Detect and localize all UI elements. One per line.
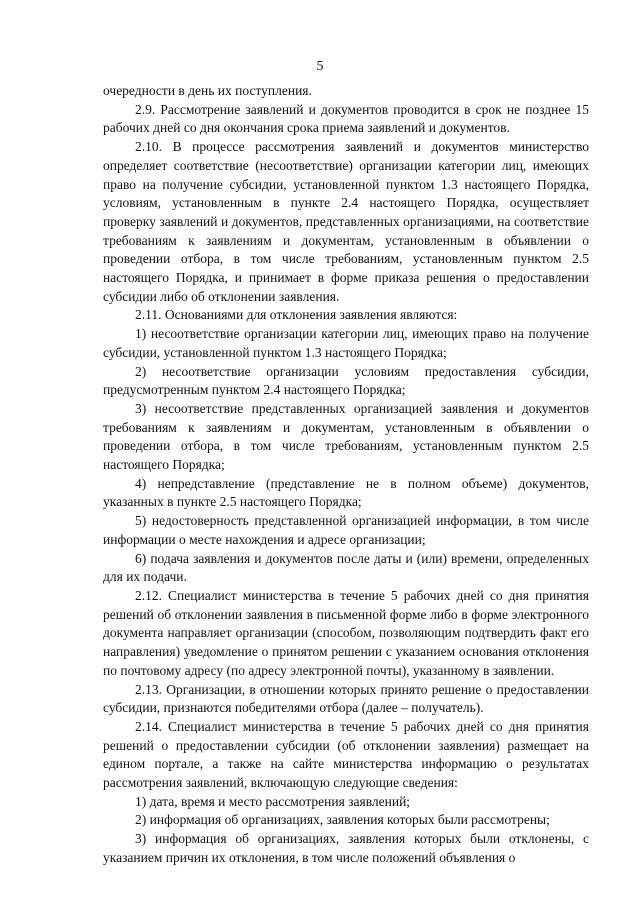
list-item: 2) несоответствие организации условиям предоставления субсидии, предусмотренным пунктом 2.4 настоящего Порядка; (103, 363, 589, 398)
body-text (103, 82, 589, 868)
paragraph: 2.11. Основаниями для отклонения заявления являются: (135, 307, 458, 323)
list-item: 1) несоответствие организации категории лиц, имеющих право на получение субсидии, установленной пунктом 1.3 настоящего Порядка; (103, 326, 589, 360)
list-item: 5) недостоверность представленной организацией информации, в том числе информации о месте нахождения и адресе организации; (103, 513, 589, 547)
list-item: 3) информация об организациях, заявления которых были отклонены, с указанием причин их отклонения, в том числе положений объявления о (103, 831, 589, 865)
paragraph: 2.13. Организации, в отношении которых принято решение о предоставлении субсидии, признаются победителями отбора (далее – получатель). (103, 681, 589, 716)
paragraph: 2.9. Рассмотрение заявлений и документов проводится в срок не позднее 15 рабочих дней со дня окончания срока приема заявлений и документов. (103, 101, 589, 136)
list-item: 3) несоответствие представленных организацией заявления и документов требованиям к заявлениям и документам, установленным в объявлении о проведении отбора, в том числе требованиям, установленным пунктом 2.5 настоящего Порядка; (103, 400, 589, 473)
paragraph: 2.10. В процессе рассмотрения заявлений и документов министерство определяет соответствие (несоответствие) организации категории лиц, имеющих право на получение субсидии, установленной пунктом 1.3 настоящего Порядка, условиям, установленным в пункте 2.4 настоящего Порядка, осуществляет проверку заявлений и документов, представленных организациями, на соответствие требованиям к заявлениям и документам, установленным в объявлении о проведении отбора, в том числе требованиям, установленным пунктом 2.5 настоящего Порядка, и принимает в форме приказа решения о предоставлении субсидии либо об отклонении заявления. (103, 139, 589, 304)
page-number: 5 (316, 59, 324, 74)
paragraph: 2.12. Специалист министерства в течение 5 рабочих дней со дня принятия решений об отклонении заявления в письменной форме либо в форме электронного документа направляет организации (способом, позволяющим подтвердить факт его направления) уведомление о принятом решении с указанием основания отклонения по почтовому адресу (по адресу электронной почты), указанному в заявлении. (103, 587, 589, 678)
paragraph: 2.14. Специалист министерства в течение 5 рабочих дней со дня принятия решений о предоставлении субсидии (об отклонении заявления) размещает на едином портале, а также на сайте министерства информацию о результатах рассмотрения заявлений, включающую следующие сведения: (103, 718, 589, 791)
list-item: 1) дата, время и место рассмотрения заявлений; (135, 793, 411, 809)
list-item: 6) подача заявления и документов после даты и (или) времени, определенных для их подачи. (103, 550, 589, 585)
list-item: 4) непредставление (представление не в полном объеме) документов, указанных в пункте 2.5 настоящего Порядка; (103, 475, 589, 510)
paragraph: очередности в день их поступления. (103, 83, 312, 98)
list-item: 2) информация об организациях, заявления которых были рассмотрены; (135, 812, 550, 828)
